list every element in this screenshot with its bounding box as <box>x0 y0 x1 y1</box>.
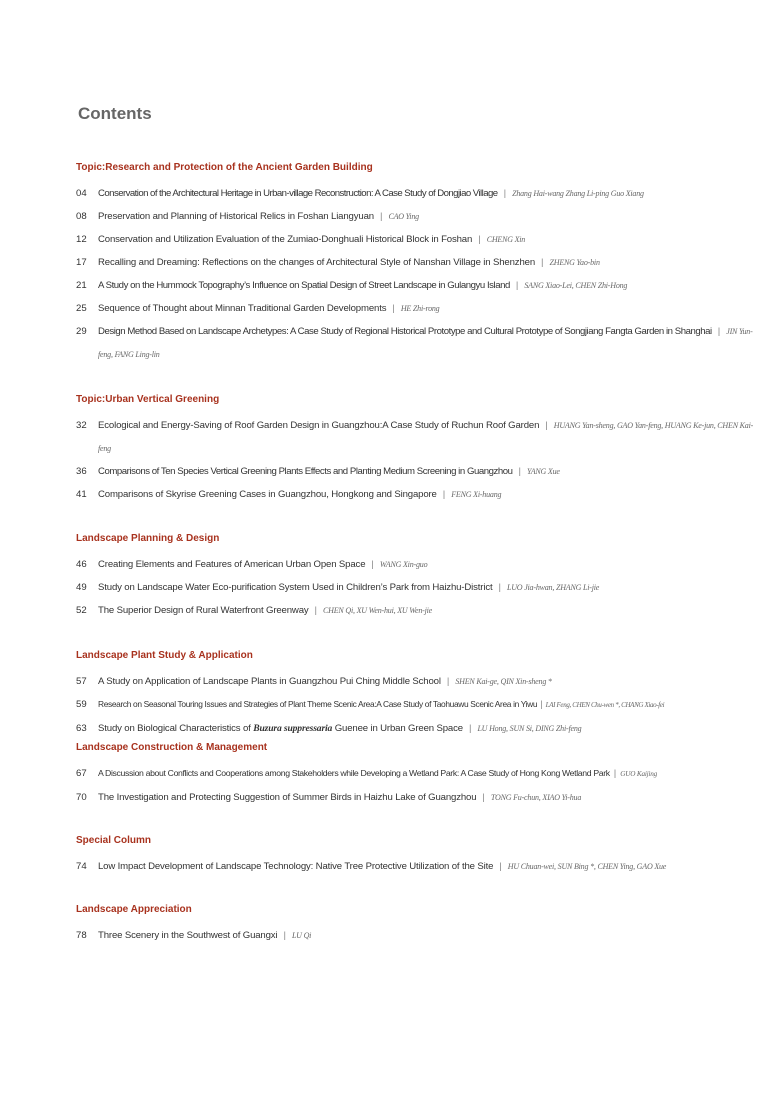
entry-authors: YANG Xue <box>527 467 560 476</box>
page-number: 46 <box>76 559 87 570</box>
page-number: 63 <box>76 723 87 734</box>
toc-entry[interactable] <box>76 553 756 576</box>
entry-authors: WANG Xin-guo <box>379 560 428 569</box>
entry-title: Ecological and Energy-Saving of Roof Garden Design in Guangzhou:A Case Study of Ruchun Roof Garden <box>98 420 540 431</box>
separator: | <box>371 559 374 570</box>
entry-authors: LUO Jia-hwan, ZHANG Li-jie <box>506 583 600 592</box>
page-number: 57 <box>76 676 87 687</box>
page-number: 41 <box>76 489 87 500</box>
entry-title: Research on Seasonal Touring Issues and Strategies of Plant Theme Scenic Area:A Case Study of Taohuawu Scenic Area in Yiwu <box>98 699 538 709</box>
entry-authors: HUANG Yan-sheng, GAO Yan-feng, HUANG Ke-jun, CHEN Kai-feng <box>98 421 754 453</box>
page-number: 25 <box>76 303 87 314</box>
page-title: Contents <box>78 104 152 123</box>
entry-title-pre: Study on Biological Characteristics of <box>98 723 254 734</box>
entry-title: Design Method Based on Landscape Archetypes: A Case Study of Regional Historical Prototype and Cultural Prototype of Songjiang Fangta Garden in Shanghai <box>98 326 712 337</box>
entry-authors: LU Hong, SUN Si, DING Zhi-feng <box>477 724 582 733</box>
page-number: 08 <box>76 211 87 222</box>
entry-authors: CAO Ying <box>388 212 419 221</box>
entry-authors: HE Zhi-rong <box>400 304 440 313</box>
toc-section-vertical-greening <box>76 393 756 506</box>
toc-section-landscape-appreciation <box>76 903 756 947</box>
separator: | <box>613 768 617 779</box>
entry-title: The Investigation and Protecting Suggestion of Summer Birds in Haizhu Lake of Guangzhou <box>98 792 477 803</box>
entry-title: A Study on Application of Landscape Plants in Guangzhou Pui Ching Middle School <box>98 676 441 687</box>
separator: | <box>499 861 502 872</box>
toc-entry[interactable] <box>76 320 756 366</box>
page-number: 29 <box>76 326 87 337</box>
toc-entry[interactable] <box>76 924 756 947</box>
page-number: 52 <box>76 605 87 616</box>
toc-entry[interactable] <box>76 460 756 483</box>
section-heading: Topic:Research and Protection of the Ancient Garden Building <box>76 162 373 173</box>
toc-entry[interactable] <box>76 693 756 717</box>
page-number: 78 <box>76 930 87 941</box>
toc-entry[interactable] <box>76 297 756 320</box>
toc-entry[interactable] <box>76 483 756 506</box>
toc-entry[interactable] <box>76 717 756 740</box>
toc-entry[interactable] <box>76 855 756 878</box>
page-number: 74 <box>76 861 87 872</box>
separator: | <box>515 280 519 291</box>
separator: | <box>468 723 472 734</box>
toc-entry[interactable] <box>76 182 756 205</box>
section-heading: Topic:Urban Vertical Greening <box>76 394 220 405</box>
page-number: 49 <box>76 582 87 593</box>
separator: | <box>541 257 544 268</box>
entry-authors: CHENG Xin <box>486 235 526 244</box>
entry-authors: JIN Yun-feng, FANG Ling-lin <box>98 327 753 359</box>
toc-section-ancient-garden <box>76 161 756 366</box>
entry-authors: ZHENG Yao-bin <box>549 258 600 267</box>
separator: | <box>498 582 501 593</box>
separator: | <box>545 420 548 431</box>
toc-section-special-column <box>76 834 756 878</box>
entry-authors: GUO Kaijing <box>620 770 658 778</box>
separator: | <box>379 211 383 222</box>
toc-entry[interactable] <box>76 762 756 786</box>
toc-entry[interactable] <box>76 599 756 622</box>
entry-title: Study on Landscape Water Eco-purification System Used in Children’s Park from Haizhu-District <box>98 582 493 593</box>
page-number: 12 <box>76 234 87 245</box>
page-number: 32 <box>76 420 87 431</box>
page-number: 21 <box>76 280 87 291</box>
section-heading: Landscape Construction & Management <box>76 742 268 753</box>
separator: | <box>540 699 543 710</box>
toc-section-construction-management <box>76 741 756 809</box>
entry-title: The Superior Design of Rural Waterfront Greenway <box>98 605 309 616</box>
entry-title: Three Scenery in the Southwest of Guangxi <box>98 930 278 941</box>
page-number: 04 <box>76 188 87 199</box>
entry-title: Preservation and Planning of Historical Relics in Foshan Liangyuan <box>98 211 374 222</box>
entry-title: A Discussion about Conflicts and Cooperations among Stakeholders while Developing a Wetland Park: A Case Study of Hong Kong Wetland Park <box>98 768 610 778</box>
species-name: Buzura suppressaria <box>253 723 333 734</box>
entry-authors: FENG Xi-huang <box>451 490 502 499</box>
separator: | <box>518 466 522 477</box>
entry-authors: LU Qi <box>291 931 312 940</box>
entry-title: Sequence of Thought about Minnan Traditional Garden Developments <box>98 303 387 314</box>
section-heading: Special Column <box>76 835 152 846</box>
toc-entry[interactable] <box>76 670 756 693</box>
toc-section-planning-design <box>76 532 756 622</box>
toc-entry[interactable] <box>76 228 756 251</box>
separator: | <box>283 930 286 941</box>
entry-title: Comparisons of Skyrise Greening Cases in Guangzhou, Hongkong and Singapore <box>98 489 437 500</box>
separator: | <box>478 234 481 245</box>
page-number: 70 <box>76 792 87 803</box>
toc-entry[interactable] <box>76 274 756 297</box>
section-heading: Landscape Plant Study & Application <box>76 650 253 661</box>
entry-authors: LAI Feng, CHEN Chu-wen *, CHANG Xiao-fei <box>545 701 665 709</box>
separator: | <box>503 188 507 199</box>
page-number: 17 <box>76 257 87 268</box>
entry-title: Creating Elements and Features of American Urban Open Space <box>98 559 366 570</box>
toc-entry[interactable] <box>76 576 756 599</box>
page-number: 67 <box>76 768 87 779</box>
entry-title: A Study on the Hummock Topography’s Influence on Spatial Design of Street Landscape in Gulangyu Island <box>98 280 510 291</box>
separator: | <box>482 792 485 803</box>
entry-authors: CHEN Qi, XU Wen-hui, XU Wen-jie <box>323 606 433 615</box>
entry-title: Comparisons of Ten Species Vertical Greening Plants Effects and Planting Medium Screening in Guangzhou <box>98 466 513 477</box>
page-number: 36 <box>76 466 87 477</box>
separator: | <box>314 605 318 616</box>
entry-title-post: Guenee in Urban Green Space <box>332 723 463 734</box>
toc-entry[interactable] <box>76 786 756 809</box>
entry-title: Recalling and Dreaming: Reflections on the changes of Architectural Style of Nanshan Village in Shenzhen <box>98 257 536 268</box>
entry-title: Conservation and Utilization Evaluation of the Zumiao-Donghuali Historical Block in Foshan <box>98 234 473 245</box>
entry-title <box>98 723 463 734</box>
entry-authors: SANG Xiao-Lei, CHEN Zhi-Hong <box>524 281 628 290</box>
section-heading: Landscape Planning & Design <box>76 533 220 544</box>
entry-title: Conservation of the Architectural Heritage in Urban-village Reconstruction: A Case Study of Dongjiao Village <box>98 188 498 199</box>
toc-entry[interactable] <box>76 205 756 228</box>
entry-authors: TONG Fu-chun, XIAO Yi-hua <box>490 793 582 802</box>
separator: | <box>392 303 395 314</box>
entry-authors: Zhang Hai-wang Zhang Li-ping Guo Xiang <box>512 189 644 198</box>
page-number: 59 <box>76 699 87 710</box>
separator: | <box>442 489 446 500</box>
toc-entry[interactable] <box>76 414 756 460</box>
entry-title: Low Impact Development of Landscape Technology: Native Tree Protective Utilization of the Site <box>98 861 494 872</box>
entry-authors: HU Chuan-wei, SUN Bing *, CHEN Ying, GAO Xue <box>507 862 667 871</box>
section-heading: Landscape Appreciation <box>76 904 192 915</box>
separator: | <box>717 326 721 337</box>
separator: | <box>446 676 450 687</box>
toc-section-plant-study <box>76 649 756 740</box>
entry-authors: SHEN Kai-ge, QIN Xin-sheng * <box>455 677 552 686</box>
toc-entry[interactable] <box>76 251 756 274</box>
